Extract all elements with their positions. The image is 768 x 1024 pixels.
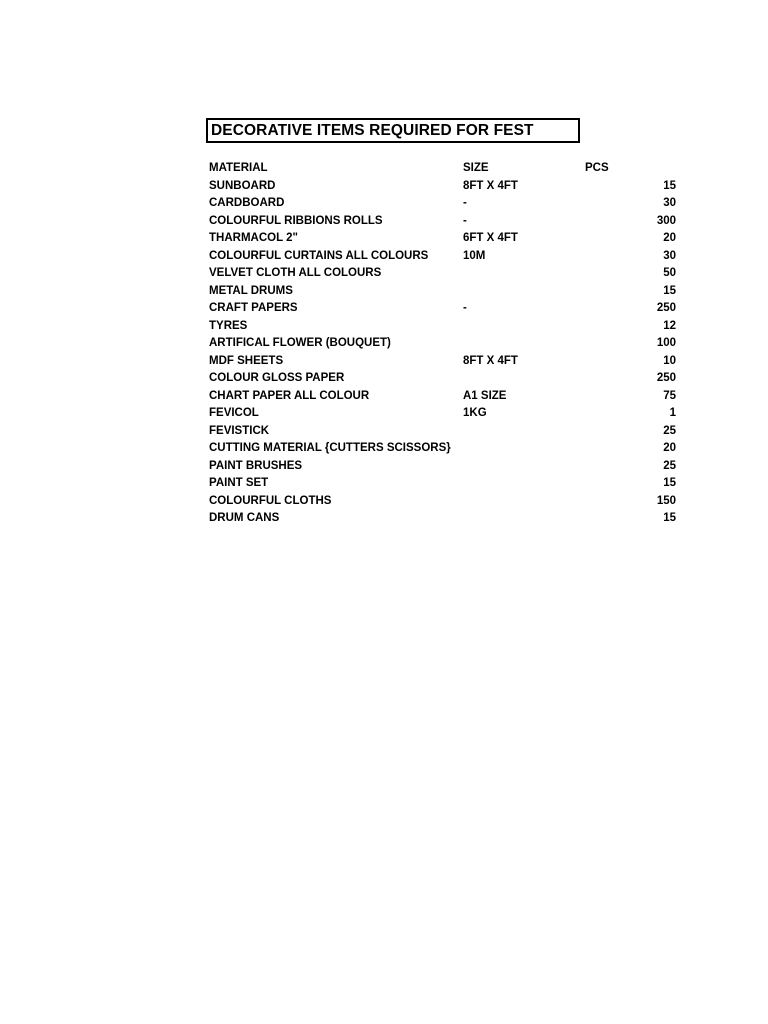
cell-material: VELVET CLOTH ALL COLOURS xyxy=(209,267,382,279)
cell-material: METAL DRUMS xyxy=(209,284,293,297)
table-row xyxy=(208,458,678,476)
cell-pcs: 100 xyxy=(656,337,676,349)
cell-material: CUTTING MATERIAL {CUTTERS SCISSORS} xyxy=(209,442,451,454)
cell-size: - xyxy=(463,197,467,209)
table-header-row xyxy=(208,160,678,178)
cell-pcs: 20 xyxy=(663,442,676,454)
table-row xyxy=(208,370,678,388)
cell-material: COLOURFUL CLOTHS xyxy=(209,494,332,507)
cell-pcs: 75 xyxy=(663,389,676,402)
cell-pcs: 300 xyxy=(656,214,676,227)
table-row xyxy=(208,318,678,336)
cell-material: TYRES xyxy=(209,319,248,332)
table-row xyxy=(208,353,678,371)
table-row xyxy=(208,265,678,283)
cell-pcs: 30 xyxy=(663,197,676,209)
cell-size: 10M xyxy=(463,249,486,262)
cell-material: CHART PAPER ALL COLOUR xyxy=(209,389,370,402)
cell-size: 6FT X 4FT xyxy=(463,232,518,244)
table-row xyxy=(208,388,678,406)
cell-material: FEVICOL xyxy=(209,407,259,419)
cell-material: COLOURFUL RIBBIONS ROLLS xyxy=(209,214,383,227)
cell-pcs: 250 xyxy=(656,372,676,384)
title-box xyxy=(206,118,580,143)
cell-material: CARDBOARD xyxy=(209,197,285,209)
cell-pcs: 150 xyxy=(656,494,676,507)
cell-pcs: 25 xyxy=(663,459,676,472)
header-pcs: PCS xyxy=(585,162,609,174)
table-row xyxy=(208,213,678,231)
cell-size: A1 SIZE xyxy=(463,389,507,402)
cell-material: CRAFT PAPERS xyxy=(209,302,298,314)
table-row xyxy=(208,423,678,441)
cell-pcs: 12 xyxy=(663,319,676,332)
table-row xyxy=(208,283,678,301)
table-row xyxy=(208,335,678,353)
cell-pcs: 30 xyxy=(663,249,676,262)
header-material: MATERIAL xyxy=(209,162,268,174)
table-row xyxy=(208,510,678,528)
cell-pcs: 15 xyxy=(663,179,676,192)
cell-size: 8FT X 4FT xyxy=(463,354,518,367)
cell-pcs: 250 xyxy=(656,302,676,314)
cell-material: ARTIFICAL FLOWER (BOUQUET) xyxy=(209,337,391,349)
table-row xyxy=(208,405,678,423)
cell-material: COLOUR GLOSS PAPER xyxy=(209,372,345,384)
document-title: DECORATIVE ITEMS REQUIRED FOR FEST xyxy=(211,121,534,139)
cell-size: - xyxy=(463,214,467,227)
cell-size: 1KG xyxy=(463,407,487,419)
header-size: SIZE xyxy=(463,162,489,174)
cell-material: COLOURFUL CURTAINS ALL COLOURS xyxy=(209,249,429,262)
table-row xyxy=(208,493,678,511)
cell-pcs: 20 xyxy=(663,232,676,244)
cell-material: MDF SHEETS xyxy=(209,354,284,367)
materials-table xyxy=(208,160,678,528)
table-row xyxy=(208,300,678,318)
table-row xyxy=(208,248,678,266)
cell-pcs: 1 xyxy=(669,407,676,419)
cell-pcs: 25 xyxy=(663,424,676,437)
cell-size: - xyxy=(463,302,467,314)
table-row xyxy=(208,178,678,196)
cell-pcs: 15 xyxy=(663,284,676,297)
cell-material: THARMACOL 2" xyxy=(209,232,298,244)
table-row xyxy=(208,440,678,458)
table-row xyxy=(208,475,678,493)
table-row xyxy=(208,195,678,213)
cell-pcs: 10 xyxy=(663,354,676,367)
cell-pcs: 15 xyxy=(663,512,676,524)
cell-material: PAINT SET xyxy=(209,477,269,489)
cell-material: PAINT BRUSHES xyxy=(209,459,303,472)
table-row xyxy=(208,230,678,248)
cell-pcs: 50 xyxy=(663,267,676,279)
cell-material: FEVISTICK xyxy=(209,424,270,437)
cell-material: SUNBOARD xyxy=(209,179,276,192)
cell-pcs: 15 xyxy=(663,477,676,489)
cell-material: DRUM CANS xyxy=(209,512,280,524)
cell-size: 8FT X 4FT xyxy=(463,179,518,192)
